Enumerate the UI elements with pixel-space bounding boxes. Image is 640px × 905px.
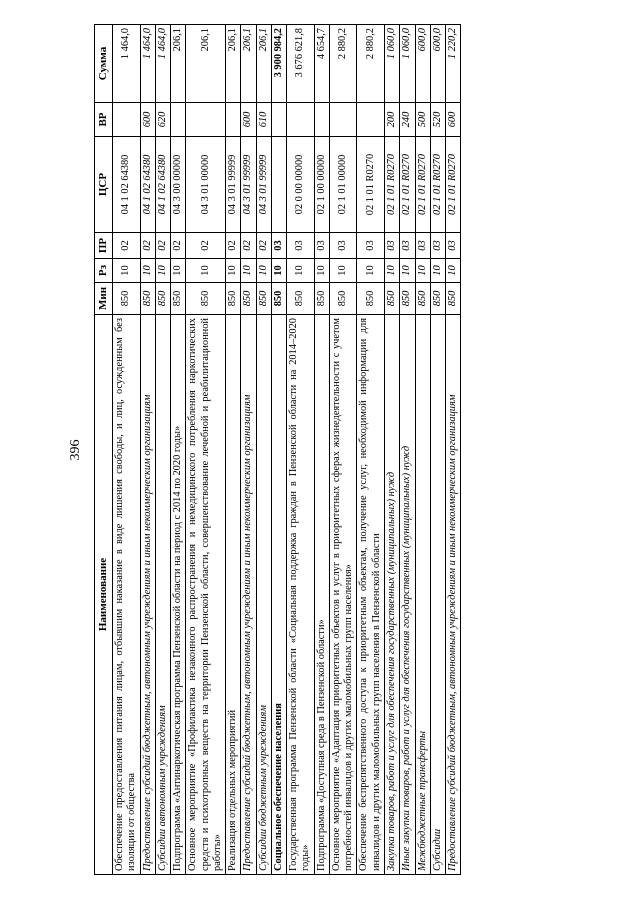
cell-vr [112,103,140,137]
cell-rz: 10 [241,259,256,283]
cell-pr: 03 [329,233,357,259]
cell-sum: 600,0 [430,25,445,103]
cell-csr: 04 3 01 99999 [256,137,271,233]
cell-name: Предоставление субсидий бюджетным, автономным учреждениям и иным некоммерческим организациям [446,315,461,875]
cell-csr: 02 0 00 00000 [287,137,315,233]
table-row [400,25,415,875]
cell-min: 850 [241,283,256,315]
cell-rz: 10 [140,259,155,283]
cell-csr: 02 1 01 R0270 [357,137,385,233]
cell-vr: 500 [415,103,430,137]
table-row [256,25,271,875]
cell-rz: 10 [171,259,186,283]
table-row [430,25,445,875]
cell-pr: 03 [314,233,329,259]
cell-pr: 02 [171,233,186,259]
cell-name: Обеспечение предоставления питания лицам, отбывшим наказание в виде лишения свободы, и лиц, осужденным без изоляции от общества [112,315,140,875]
cell-vr [271,103,286,137]
cell-csr: 04 1 02 64380 [140,137,155,233]
cell-name: Предоставление субсидий бюджетным, автономным учреждениям и иным некоммерческим организациям [241,315,256,875]
table-row [446,25,461,875]
cell-vr [287,103,315,137]
cell-min: 850 [186,283,226,315]
cell-pr: 03 [446,233,461,259]
cell-rz: 10 [430,259,445,283]
cell-name: Межбюджетные трансферты [415,315,430,875]
cell-rz: 10 [329,259,357,283]
cell-rz: 10 [186,259,226,283]
cell-min: 850 [314,283,329,315]
cell-rz: 10 [446,259,461,283]
table-header-row [95,25,113,875]
table-row [155,25,170,875]
cell-sum: 2 880,2 [329,25,357,103]
cell-rz: 10 [155,259,170,283]
page-number: 396 [68,439,83,461]
cell-min: 850 [226,283,241,315]
header-pr: ПР [95,233,113,259]
cell-min: 850 [271,283,286,315]
cell-pr: 03 [415,233,430,259]
table-row [314,25,329,875]
cell-min: 850 [400,283,415,315]
cell-rz: 10 [314,259,329,283]
cell-sum: 2 880,2 [357,25,385,103]
table-row [287,25,315,875]
cell-vr [314,103,329,137]
cell-min: 850 [155,283,170,315]
table-row [271,25,286,875]
cell-csr: 04 3 01 00000 [186,137,226,233]
cell-vr: 600 [446,103,461,137]
cell-vr: 520 [430,103,445,137]
cell-name: Социальное обеспечение населения [271,315,286,875]
cell-rz: 10 [400,259,415,283]
cell-pr: 02 [226,233,241,259]
cell-min: 850 [415,283,430,315]
cell-min: 850 [357,283,385,315]
cell-name: Реализация отдельных мероприятий [226,315,241,875]
table-row [357,25,385,875]
cell-sum: 1 220,2 [446,25,461,103]
table-row [171,25,186,875]
cell-rz: 10 [112,259,140,283]
cell-pr: 03 [430,233,445,259]
table-row [329,25,357,875]
cell-min: 850 [385,283,400,315]
cell-sum: 3 900 984,2 [271,25,286,103]
table-row [415,25,430,875]
table-row [385,25,400,875]
cell-csr: 02 1 01 R0270 [415,137,430,233]
cell-sum: 4 654,7 [314,25,329,103]
cell-pr: 03 [271,233,286,259]
cell-pr: 02 [241,233,256,259]
header-min: Мин [95,283,113,315]
table-row [226,25,241,875]
cell-name: Предоставление субсидий бюджетным, автономным учреждениям и иным некоммерческим организациям [140,315,155,875]
table-row [241,25,256,875]
cell-min: 850 [446,283,461,315]
cell-pr: 02 [140,233,155,259]
cell-sum: 1 060,0 [400,25,415,103]
cell-vr: 600 [140,103,155,137]
cell-sum: 206,1 [186,25,226,103]
table-row [112,25,140,875]
cell-csr: 02 1 01 R0270 [400,137,415,233]
cell-name: Основное мероприятие «Профилактика незаконного распространения и немедицинского потребления наркотических средств и психотропных веществ на территории Пензенской области, совершенствование лечебной и реабилитационной работы» [186,315,226,875]
cell-pr: 03 [357,233,385,259]
cell-rz: 10 [357,259,385,283]
cell-rz: 10 [287,259,315,283]
cell-vr: 200 [385,103,400,137]
table-body [112,25,460,875]
cell-pr: 03 [385,233,400,259]
cell-csr [271,137,286,233]
table-row [140,25,155,875]
cell-name: Подпрограмма «Антинаркотическая программа Пензенской области на период с 2014 по 2020 годы» [171,315,186,875]
cell-min: 850 [430,283,445,315]
cell-csr: 02 1 01 00000 [329,137,357,233]
cell-min: 850 [256,283,271,315]
cell-csr: 04 3 00 00000 [171,137,186,233]
cell-sum: 3 676 621,8 [287,25,315,103]
cell-min: 850 [140,283,155,315]
cell-sum: 206,1 [226,25,241,103]
rotated-page [68,25,628,875]
cell-sum: 206,1 [256,25,271,103]
cell-sum: 1 060,0 [385,25,400,103]
cell-min: 850 [329,283,357,315]
cell-sum: 600,0 [415,25,430,103]
cell-vr [329,103,357,137]
cell-pr: 02 [186,233,226,259]
cell-pr: 03 [287,233,315,259]
cell-csr: 04 3 01 99999 [241,137,256,233]
cell-rz: 10 [256,259,271,283]
header-sum: Сумма [95,25,113,103]
cell-name: Иные закупки товаров, работ и услуг для обеспечения государственных (муниципальных) нужд [400,315,415,875]
cell-min: 850 [171,283,186,315]
cell-rz: 10 [271,259,286,283]
cell-vr: 610 [256,103,271,137]
cell-name: Основное мероприятие «Адаптация приоритетных объектов и услуг в приоритетных сферах жизнедеятельности с учетом потребностей инвалидов и других маломобильных групп населения» [329,315,357,875]
budget-table [94,24,461,875]
cell-vr [186,103,226,137]
cell-sum: 206,1 [171,25,186,103]
header-name: Наименование [95,315,113,875]
cell-name: Закупка товаров, работ и услуг для обеспечения государственных (муниципальных) нужд [385,315,400,875]
cell-name: Обеспечение беспрепятственного доступа к приоритетным объектам, получение услуг, необходимой информации для инвалидов и других маломобильных групп населения в Пензенской области [357,315,385,875]
header-vr: ВР [95,103,113,137]
cell-vr [226,103,241,137]
cell-sum: 206,1 [241,25,256,103]
cell-min: 850 [112,283,140,315]
cell-name: Государственная программа Пензенской области «Социальная поддержка граждан в Пензенской области на 2014–2020 годы» [287,315,315,875]
cell-sum: 1 464,0 [140,25,155,103]
cell-sum: 1 464,0 [155,25,170,103]
cell-pr: 02 [112,233,140,259]
cell-pr: 02 [256,233,271,259]
cell-rz: 10 [385,259,400,283]
cell-csr: 04 1 02 64380 [112,137,140,233]
cell-name: Субсидии автономным учреждениям [155,315,170,875]
cell-csr: 02 1 01 R0270 [385,137,400,233]
cell-rz: 10 [415,259,430,283]
cell-name: Субсидии бюджетным учреждениям [256,315,271,875]
cell-csr: 02 1 00 00000 [314,137,329,233]
cell-csr: 02 1 01 R0270 [430,137,445,233]
cell-min: 850 [287,283,315,315]
cell-name: Субсидии [430,315,445,875]
cell-pr: 03 [400,233,415,259]
header-csr: ЦСР [95,137,113,233]
header-rz: Рз [95,259,113,283]
cell-csr: 04 1 02 64380 [155,137,170,233]
cell-csr: 02 1 01 R0270 [446,137,461,233]
cell-vr: 240 [400,103,415,137]
cell-vr [357,103,385,137]
cell-vr [171,103,186,137]
cell-csr: 04 3 01 99999 [226,137,241,233]
table-row [186,25,226,875]
cell-vr: 620 [155,103,170,137]
cell-sum: 1 464,0 [112,25,140,103]
cell-name: Подпрограмма «Доступная среда в Пензенской области» [314,315,329,875]
cell-vr: 600 [241,103,256,137]
cell-rz: 10 [226,259,241,283]
cell-pr: 02 [155,233,170,259]
